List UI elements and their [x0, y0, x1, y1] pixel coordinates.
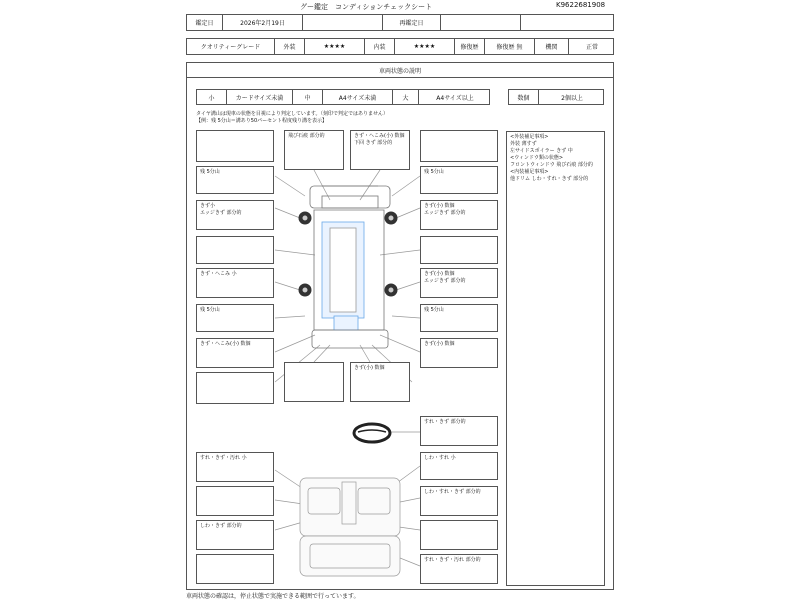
steering-wheel-icon [354, 424, 390, 442]
remark-l2a: フロントウィンドウ 飛び石痕 部分的 [510, 162, 593, 168]
legend-medium-desc: A4サイズ未満 [323, 90, 393, 104]
exterior-label: 外装 [275, 39, 305, 54]
tire-note-rear-right: 残 5分山 [420, 304, 498, 332]
tire-note-front-right: 残 5分山 [420, 166, 498, 194]
section-title: 車両状態の説明 [378, 67, 421, 75]
remark-l1a: 外装 薄すず [510, 141, 537, 147]
legend-small: 小 [197, 90, 227, 104]
tire-note-2: 【例：残 5分山＝溝あり50パーセント程度残り溝を表示】 [196, 118, 328, 124]
equipment-value: 正常 [585, 44, 598, 51]
int-note-left-b [196, 486, 274, 516]
legend-large-desc: A4サイズ以上 [436, 94, 474, 102]
ext-note-top-right [420, 130, 498, 162]
interior-stars: ★★★★ [395, 39, 455, 54]
interior-label: 内装 [365, 39, 395, 54]
ext-note-top-center-left: 飛び石痕 部分的 [284, 130, 344, 170]
repair-value: 修復歴 無 [485, 39, 535, 54]
int-note-right-b: しわ・すれ・きず 部分的 [420, 486, 498, 516]
tire-note-front-left: 残 5分山 [196, 166, 274, 194]
date-label: 鑑定日 [187, 15, 223, 30]
legend-count-desc: 2個以上 [561, 94, 583, 102]
remark-h2: <ウィンドウ類の状態> [510, 155, 564, 161]
date-value: 2026年2月19日 [223, 15, 303, 30]
remark-h1: <外装補足事項> [510, 134, 549, 140]
legend-medium: 中 [293, 90, 323, 104]
repair-label: 修復歴 [455, 39, 485, 54]
ext-note-left-3: きず・へこみ 小 [196, 268, 274, 298]
ext-note-left-1: きず小 エッジきず 部分的 [196, 200, 274, 230]
int-note-left-d [196, 554, 274, 584]
ext-note-top-left [196, 130, 274, 162]
legend-small-desc: カードサイズ未満 [227, 90, 293, 104]
int-note-right-c [420, 520, 498, 550]
sheet-id: K9622681908 [556, 1, 606, 9]
footer-note: 車両状態の確認は，停止状態で実施できる範囲で行っています。 [186, 593, 360, 600]
ext-note-right-2 [420, 236, 498, 264]
ext-note-bottom-left [196, 372, 274, 404]
int-note-right-d: すれ・きず・汚れ 部分的 [420, 554, 498, 584]
remark-l1b: 左サイドスポイラー きず 中 [510, 148, 573, 154]
int-note-steering: すれ・きず 部分的 [420, 416, 498, 446]
ext-note-right-1: きず(小) 数個 エッジきず 部分的 [420, 200, 498, 230]
reinspect-label: 再鑑定日 [383, 15, 441, 30]
quality-label: クオリティーグレード [187, 39, 275, 54]
ext-note-bottom-center-left [284, 362, 344, 402]
ext-note-left-2 [196, 236, 274, 264]
ext-note-top-center-right: きず・へこみ(小) 数個 下回 きず 部分的 [350, 130, 410, 170]
remark-l3a: 他ドリム しわ・すれ・きず 部分的 [510, 176, 589, 182]
tire-note-rear-left: 残 5分山 [196, 304, 274, 332]
int-note-left-a: すれ・きず・汚れ 小 [196, 452, 274, 482]
tire-note-1: タイヤ溝山は現車の状態を目視により判定しています。（刻印で判定ではありません） [196, 111, 389, 117]
ext-note-right-5: きず(小) 数個 [420, 338, 498, 368]
sheet-title: グー鑑定 コンディションチェックシート [300, 3, 433, 11]
legend-large: 大 [393, 90, 419, 104]
ext-note-bottom-center-right: きず(小) 数個 [350, 362, 410, 402]
exterior-stars: ★★★★ [305, 39, 365, 54]
ext-note-right-3: きず(小) 数個 エッジきず 部分的 [420, 268, 498, 298]
int-note-right-a: しわ・すれ 小 [420, 452, 498, 480]
ext-note-left-5: きず・へこみ(小) 数個 [196, 338, 274, 368]
remark-h3: <内装補足事項> [510, 169, 549, 175]
legend-count: 数個 [509, 90, 539, 104]
int-note-left-c: しわ・きず 部分的 [196, 520, 274, 550]
equipment-label: 機関 [535, 39, 569, 54]
